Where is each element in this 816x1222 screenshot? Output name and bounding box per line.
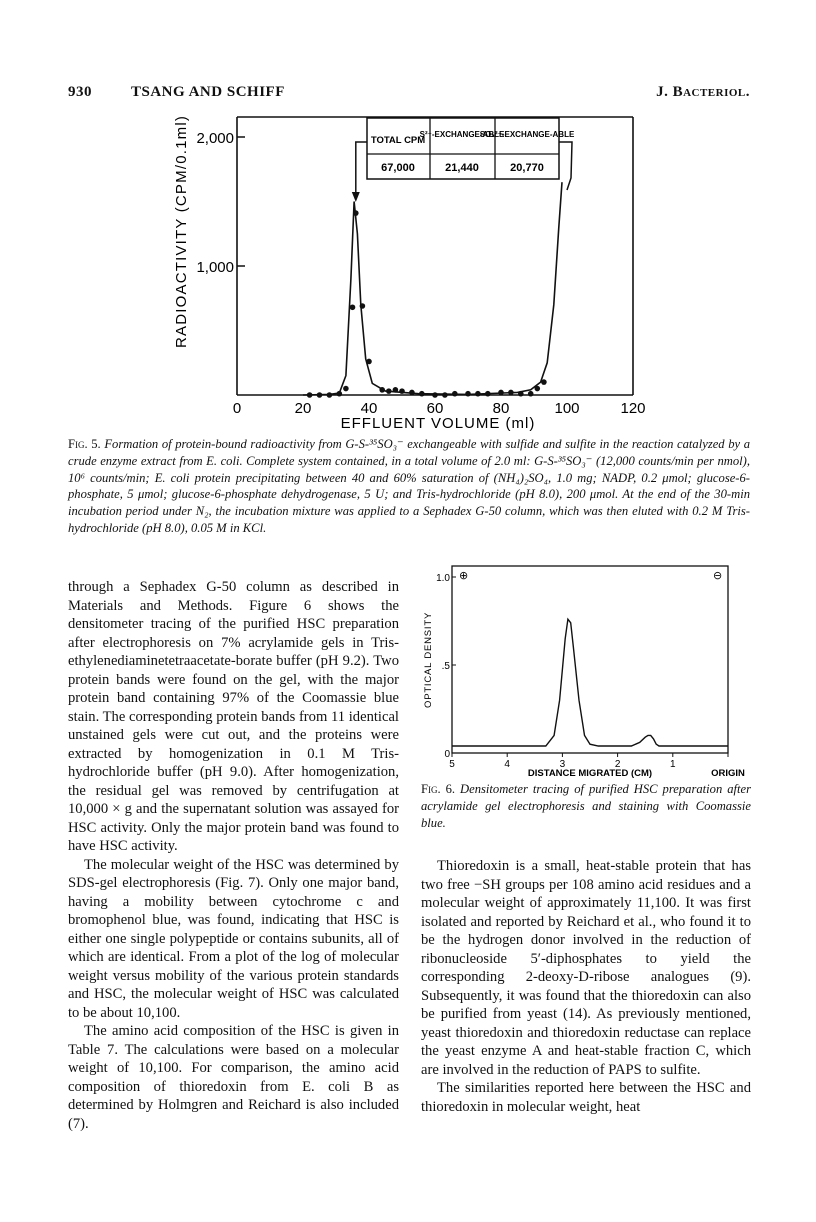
- fig5-x-tick-label: 0: [232, 400, 242, 417]
- table-header-so3-exchangeable: SO₃²⁻-EXCHANGE-ABLE: [479, 130, 575, 139]
- fig6-y-tick-label: 0: [444, 749, 450, 760]
- left-paragraph-3: The amino acid composition of the HSC is given in Table 7. The calculations were based on a molecular weight of 10,100. For comparison, the amino acid composition of thioredoxin from E. coli B as determined by Holmgren and Reichard is also included (7).: [68, 1023, 399, 1132]
- table-value-total-cpm: 67,000: [381, 162, 415, 174]
- fig6-density-trace: [452, 619, 728, 746]
- fig6-negative-electrode-symbol: ⊖: [713, 570, 723, 582]
- fig5-x-tick-label: 60: [426, 400, 444, 417]
- fig6-x-tick-label: 4: [504, 759, 510, 770]
- fig6-caption-label: Fig. 6.: [421, 782, 456, 796]
- fig6-ticks: [436, 573, 745, 779]
- fig6-y-axis-label: OPTICAL DENSITY: [423, 611, 434, 708]
- fig6-x-tick-label: 3: [559, 759, 566, 770]
- fig5-x-tick-label: 120: [620, 400, 646, 417]
- fig5-caption-text: Formation of protein-bound radioactivity from G-S-³⁵SO₃⁻ exchangeable with sulfide and sulfite in the reaction catalyzed by a crude enzyme extract from E. coli. Complete system contained, in a total volume of 2.0 ml: G-S-³⁵SO₃⁻ (12,000 counts/min per nmol), 10⁶ counts/min; E. coli protein precipitating between 40 and 60% saturation of (NH₄)₂SO₄, 1.0 mg; NADP, 0.2 μmol; glucose-6-phosphate, 5 μmol; glucose-6-phosphate dehydrogenase, 5 U; and Tris-hydrochloride (pH 8.0), 200 μmol. At the end of the 30-min incubation period under N₂, the incubation mixture was applied to a Sephadex G-50 column, which was then eluted with 0.2 M Tris-hydrochloride (pH 8.0), 0.05 M in KCl.: [68, 437, 751, 535]
- fig5-x-tick-label: 80: [492, 400, 510, 417]
- fig5-x-tick-label: 40: [360, 400, 378, 417]
- right-text-column: [421, 857, 751, 1116]
- fig6-x-tick-label: 5: [449, 759, 455, 770]
- running-title: TSANG AND SCHIFF: [131, 84, 285, 100]
- fig6-positive-electrode-symbol: ⊕: [459, 570, 469, 582]
- fig5-x-tick-label: 20: [294, 400, 312, 417]
- table-value-s2: 21,440: [445, 162, 479, 174]
- left-paragraph-1: through a Sephadex G-50 column as described in Materials and Methods. Figure 6 shows the densitometer tracing of the purified HSC preparation after electrophoresis on 7% acrylamide gels in Tris-ethylenediaminetetraacetate-borate buffer (pH 9.2). Two protein bands were found on the gel, with the major protein band containing 97% of the Coomassie blue stain. The corresponding protein bands from 11 identical unstained gels were cut out, and the proteins were extracted by homogenization in 0.1 M Tris-hydrochloride buffer (pH 9.0). After homogenization, the residual gel was removed by centrifugation at 10,000 × g and the supernatant solution was assayed for HSC activity. Only the major protein band was found to have HSC activity.: [68, 579, 399, 854]
- figure-6-caption: [421, 781, 751, 831]
- fig5-x-axis-label: EFFLUENT VOLUME (ml): [340, 415, 536, 432]
- journal-name: J. Bacteriol.: [656, 84, 750, 100]
- fig6-border: [452, 566, 728, 753]
- fig5-x-tick-label: 100: [554, 400, 580, 417]
- fig6-x-axis-label: DISTANCE MIGRATED (CM): [527, 768, 653, 779]
- fig6-x-tick-label: 2: [614, 759, 621, 770]
- table-value-so3: 20,770: [510, 162, 544, 174]
- fig6-plot-frame: [452, 566, 728, 753]
- table-header-total-cpm: TOTAL CPM: [370, 135, 426, 146]
- fig5-y-tick-label: 1,000: [196, 259, 234, 276]
- table-header-s2-exchangeable: S²⁻-EXCHANGE-ABLE: [419, 130, 505, 139]
- fig6-y-tick-label: .5: [441, 661, 450, 672]
- fig6-y-tick-label: 1.0: [436, 573, 450, 584]
- right-paragraph-2: The similarities reported here between the HSC and thioredoxin in molecular weight, heat: [421, 1080, 751, 1115]
- fig5-y-axis-label: RADIOACTIVITY (CPM/0.1ml): [173, 114, 190, 348]
- fig5-caption-label: Fig. 5.: [68, 437, 101, 451]
- fig6-x-tick-label: ORIGIN: [711, 768, 745, 779]
- fig5-y-tick-label: 2,000: [196, 130, 234, 147]
- fig6-x-tick-label: 1: [670, 759, 676, 770]
- fig6-trace-line: [452, 619, 728, 746]
- left-text-column: [68, 578, 399, 1133]
- page-number: 930: [68, 84, 92, 100]
- right-paragraph-1: Thioredoxin is a small, heat-stable protein that has two free −SH groups per 108 amino acid residues and a molecular weight of approximately 11,100. It was first isolated and reported by Reichard et al., who found it to be the hydrogen donor involved in the reduction of ribonucleoside 5′-diphosphates to yield the corresponding 2-deoxy-D-ribose analogues (9). Subsequently, it was found that the thioredoxin can also be purified from yeast (14). As previously mentioned, yeast thioredoxin and thioredoxin reductase can replace the yeast enzyme A and heat-stable fraction C, which are involved in the reduction of PAPS to sulfite.: [421, 858, 751, 1078]
- left-paragraph-2: The molecular weight of the HSC was determined by SDS-gel electrophoresis (Fig. 7). Only one major band, having a mobility between cytochrome c and bromophenol blue, was found, indicating that HSC is either one single polypeptide or contains subunits, all of which are identical. From a plot of the log of molecular weight versus mobility of the various protein standards and HSC, the molecular weight of HSC was calculated to be about 10,100.: [68, 856, 399, 1021]
- fig6-caption-text: Densitometer tracing of purified HSC preparation after acrylamide gel electrophoresis and staining with Coomassie blue.: [421, 782, 751, 830]
